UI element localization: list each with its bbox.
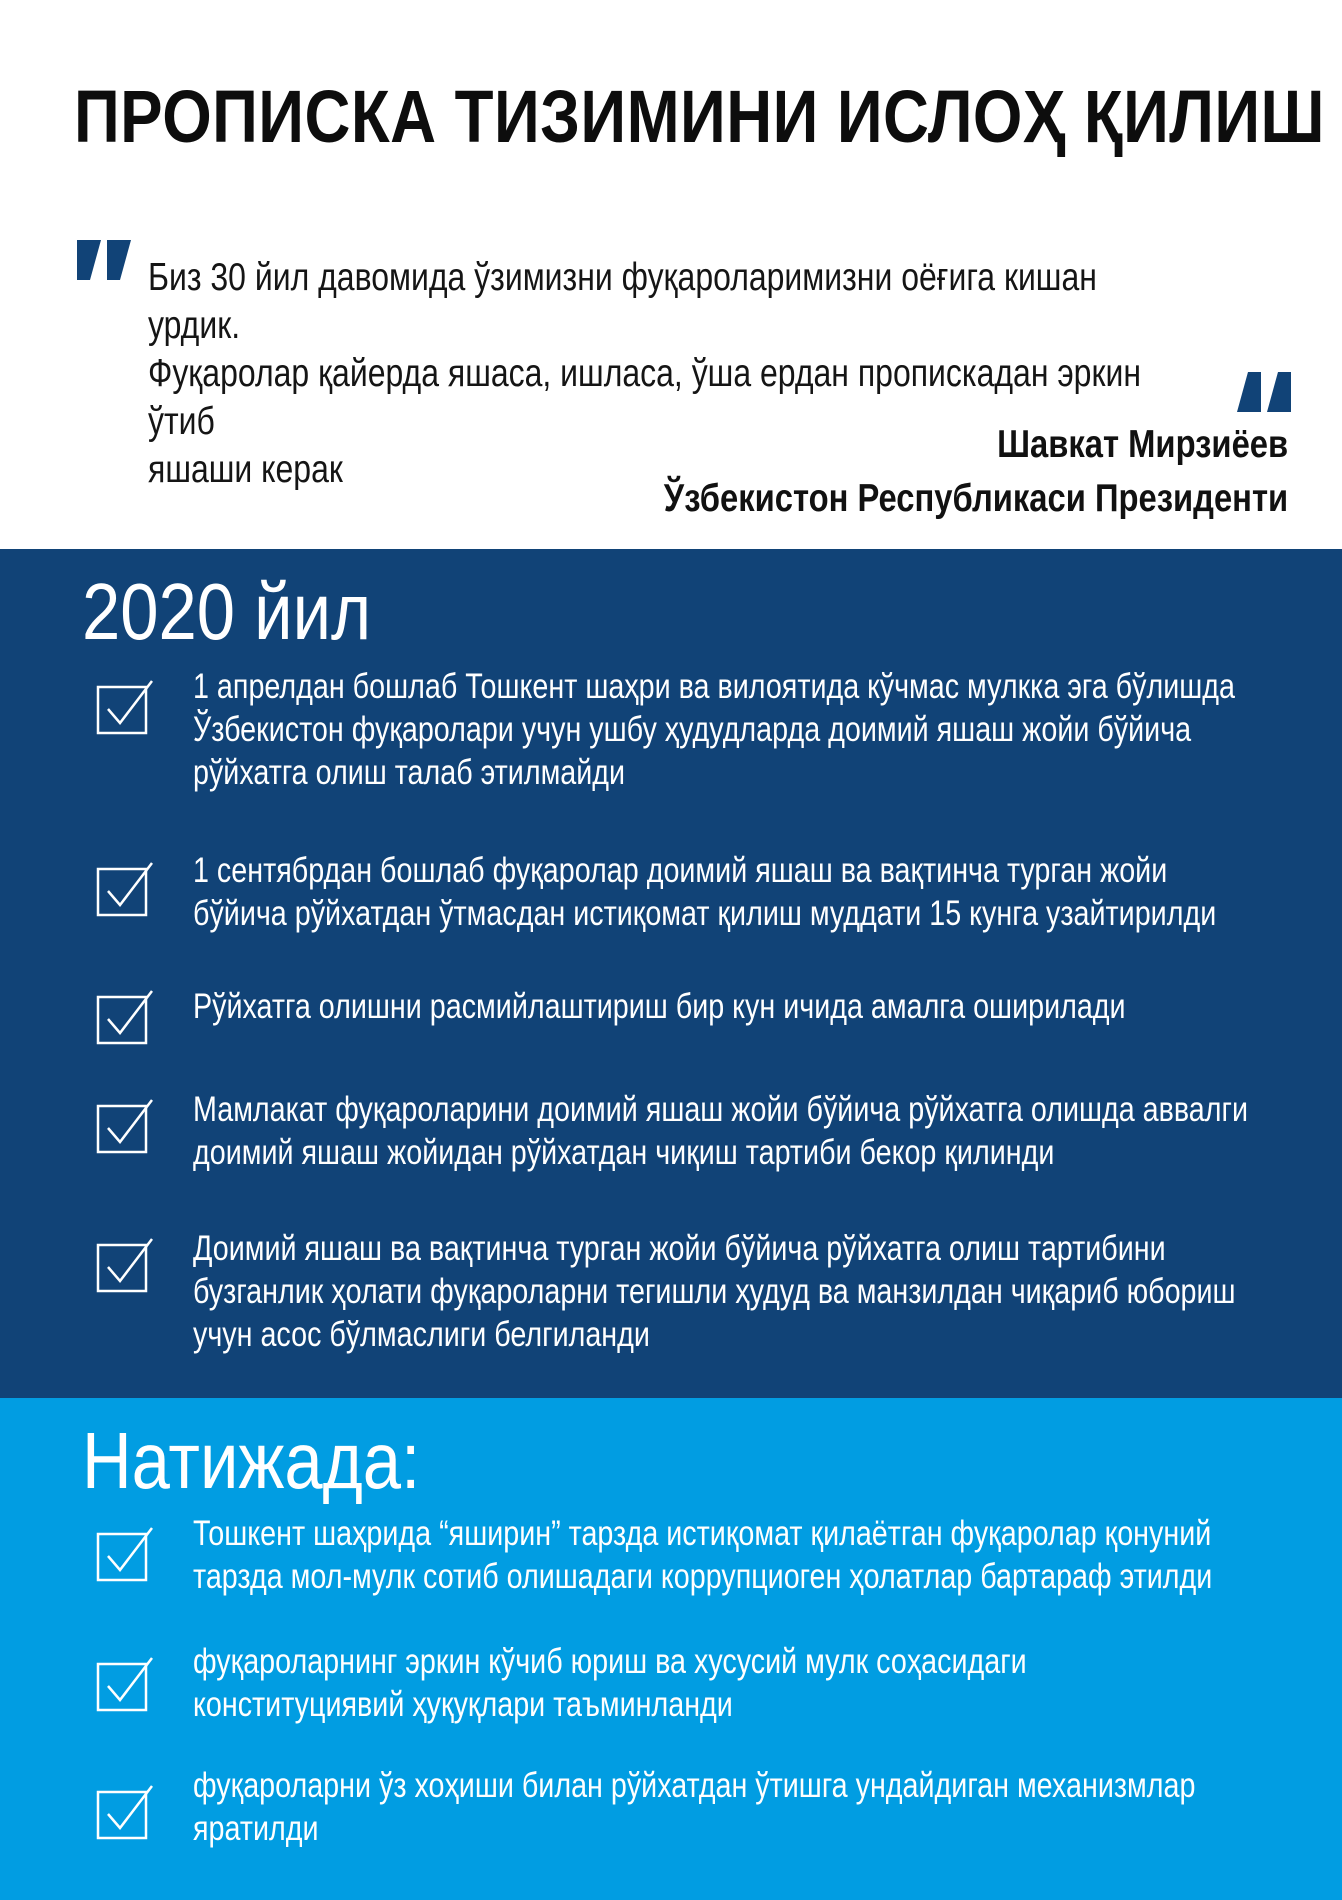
page-title: ПРОПИСКА ТИЗИМИНИ ИСЛОҲ ҚИЛИШ xyxy=(74,75,1325,158)
checkbox-check-icon xyxy=(96,1656,154,1712)
list-item-text: Мамлакат фуқароларини доимий яшаш жойи бўйича рўйхатга олишда аввалги доимий яшаш жойидан рўйхатдан чиқиш тартиби бекор қилинди xyxy=(193,1090,1249,1172)
list-item-text: 1 апрелдан бошлаб Тошкент шаҳри ва вилоятида кўчмас мулкка эга бўлишда Ўзбекистон фуқаролари учун ушбу ҳудудларда доимий яшаш жойи бўйича рўйхатга олиш талаб этилмайди xyxy=(193,667,1235,792)
result-section xyxy=(0,1398,1342,1900)
header-section xyxy=(0,0,1342,549)
list-item-text: Рўйхатга олишни расмийлаштириш бир кун ичида амалга оширилади xyxy=(193,987,1126,1026)
quote-open-icon xyxy=(74,240,134,284)
result-heading: Натижада: xyxy=(82,1416,421,1505)
quote-author xyxy=(664,418,1288,526)
quote-text: Биз 30 йил давомида ўзимизни фуқароларимизни оёғига кишан урдик. Фуқаролар қайерда яшаса, ишласа, ўша ердан пропискадан эркин ўтиб яшаши керак xyxy=(148,256,1141,491)
checkbox-check-icon xyxy=(96,989,154,1045)
year-heading: 2020 йил xyxy=(82,567,372,656)
checkbox-check-icon xyxy=(96,679,154,735)
list-item-text: фуқароларнинг эркин кўчиб юриш ва хусусий мулк соҳасидаги конституциявий ҳуқуқлари таъминланди xyxy=(193,1642,1027,1724)
checkbox-check-icon xyxy=(96,1526,154,1582)
checkbox-check-icon xyxy=(96,1098,154,1154)
list-item-text: Доимий яшаш ва вақтинча турган жойи бўйича рўйхатга олиш тартибини бузганлик ҳолати фуқароларни тегишли ҳудуд ва манзилдан чиқариб юбориш учун асос бўлмаслиги белгиланди xyxy=(193,1229,1236,1354)
author-title: Ўзбекистон Республикаси Президенти xyxy=(663,477,1288,520)
checkbox-check-icon xyxy=(96,1784,154,1840)
list-item-text: 1 сентябрдан бошлаб фуқаролар доимий яшаш ва вақтинча турган жойи бўйича рўйхатдан ўтмасдан истиқомат қилиш муддати 15 кунга узайтирилди xyxy=(193,851,1217,933)
checkbox-check-icon xyxy=(96,861,154,917)
quote-close-icon xyxy=(1234,368,1294,412)
author-name: Шавкат Мирзиёев xyxy=(996,423,1288,466)
checkbox-check-icon xyxy=(96,1237,154,1293)
list-item-text: Тошкент шаҳрида “яширин” тарзда истиқомат қилаётган фуқаролар қонуний тарзда мол-мулк сотиб олишадаги коррупциоген ҳолатлар бартараф этилди xyxy=(193,1514,1213,1596)
list-item-text: фуқароларни ўз хоҳиши билан рўйхатдан ўтишга ундайдиган механизмлар яратилди xyxy=(193,1766,1196,1848)
year-section xyxy=(0,549,1342,1398)
